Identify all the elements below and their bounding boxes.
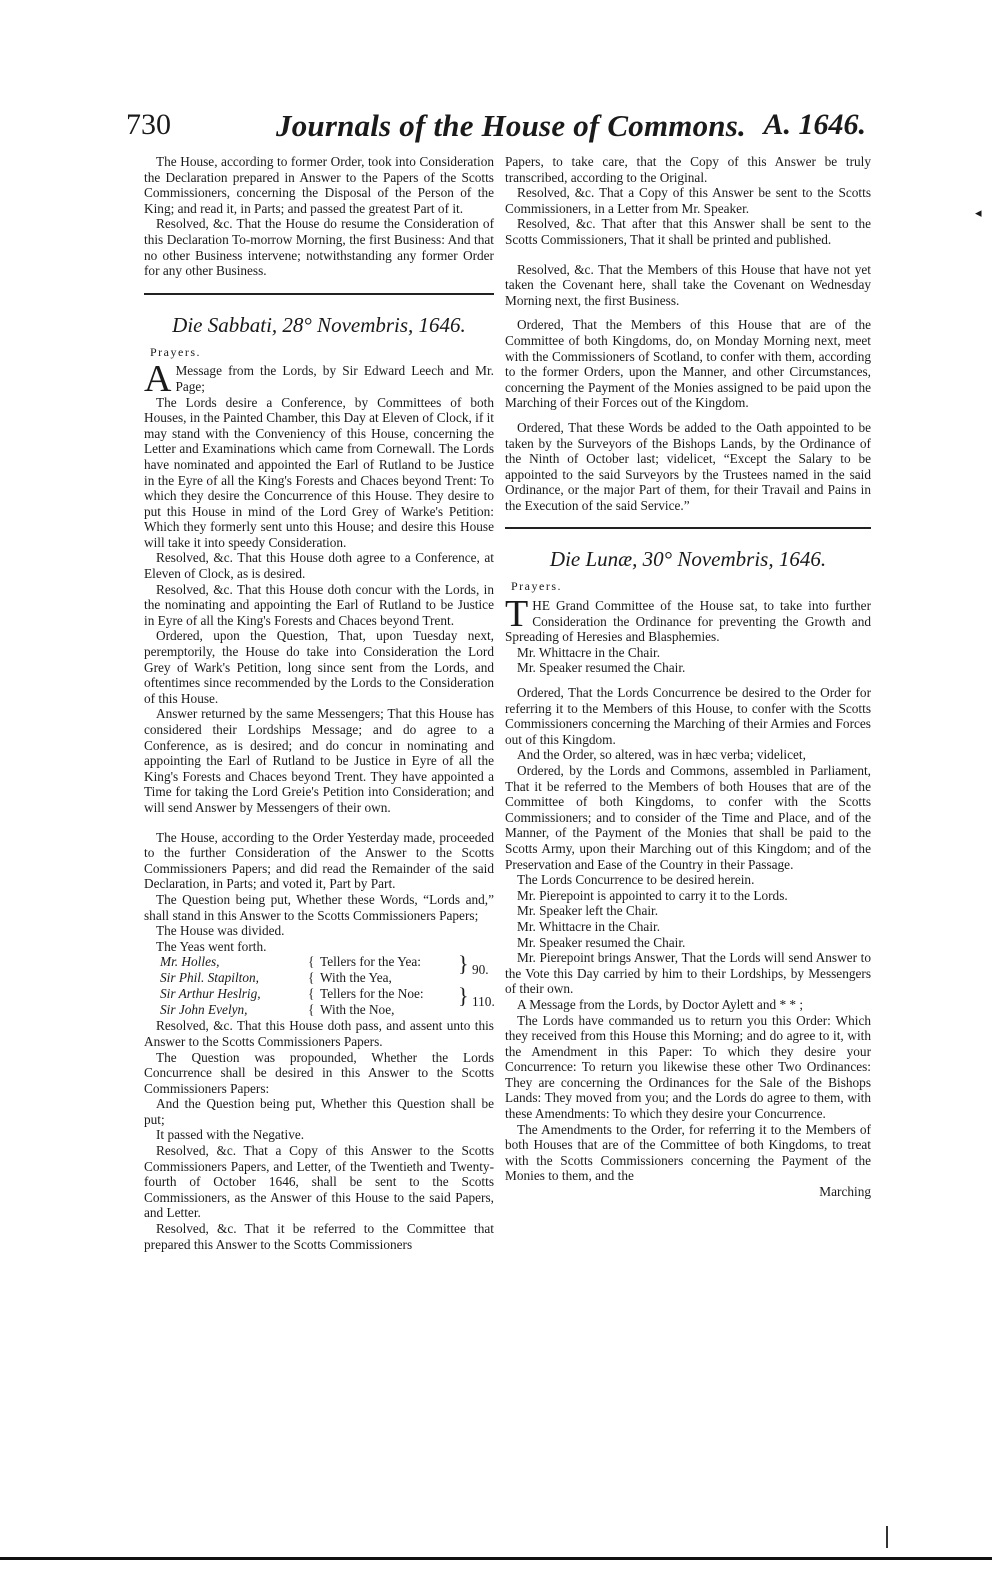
- left-column: [144, 154, 494, 1252]
- paragraph: The Question being put, Whether these Words, “Lords and,” shall stand in this Answer to the Scotts Commissioners Papers;: [144, 891, 494, 923]
- teller-name: Mr. Holles,: [160, 954, 220, 970]
- paragraph: The Lords desire a Conference, by Committees of both Houses, in the Painted Chamber, this Day at Eleven of Clock, if it may stand with the Conveniency of this House, concerning the Letter and Examinations which came from Cornewall. The Lords have nominated and appointed the Earl of Rutland to be Justice in the Eyre of all the King's Forests and Chaces beyond Trent: To which they desire the Concurrence of this House. They desire to put this House in mind of the Lord Grey of Warke's Petition: Which they formerly sent unto this House; and desire this House will take it into speedy Consideration.: [144, 394, 494, 550]
- paragraph: Ordered, That these Words be added to the Oath appointed to be taken by the Surveyors of the Bishops Lands, by the Ordinance of the Ninth of October last; videlicet, “Except the Salary to be appointed to the said Surveyors by the Trustees named in the said Ordinance, or the major Part of them, for their Travail and Pains in the Execution of the said Service.”: [505, 419, 871, 513]
- teller-role: With the Yea,: [320, 970, 392, 986]
- paragraph: Ordered, That the Lords Concurrence be desired to the Order for referring it to the Members of this House, to confer with the Scotts Commissioners concerning the Marching of their Armies and Forces out of this Kingdom.: [505, 685, 871, 747]
- date-heading: Die Lunæ, 30° Novembris, 1646.: [549, 547, 827, 572]
- paragraph: Resolved, &c. That this House doth agree to a Conference, at Eleven of Clock, as is desired.: [144, 550, 494, 582]
- paragraph: Mr. Whittacre in the Chair.: [517, 918, 661, 934]
- paragraph: Answer returned by the same Messengers; That this House has considered their Lordships Message; and do agree to a Conference, as is desired; and do concur in nominating and appointing the Earl of Rutland to be Justice in Eyre of all the King's Forests and Chaces beyond Trent. They have appointed a Time for taking the Lord Greie's Petition into Consideration; and will send Answer by Messengers of their own.: [144, 706, 494, 815]
- paragraph: Resolved, &c. That this House doth pass, and assent unto this Answer to the Scotts Commissioners Papers.: [144, 1018, 494, 1049]
- paragraph: Resolved, &c. That the Members of this House that have not yet taken the Covenant here, shall take the Covenant on Wednesday Morning next, the first Business.: [505, 261, 871, 308]
- page-number: 730: [126, 108, 171, 141]
- margin-arrow-icon: ◂: [975, 205, 982, 220]
- page-bottom-edge: [0, 1557, 992, 1560]
- grand-committee-paragraph: [505, 593, 871, 645]
- message-text: Message from the Lords, by Sir Edward Leech and Mr. Page;: [175, 363, 494, 394]
- prayers-label: Prayers.: [511, 579, 562, 594]
- paragraph: The House was divided.: [156, 923, 285, 939]
- paragraph: Resolved, &c. That this House doth concur with the Lords, in the nominating and appointing the Earl of Rutland to be Justice in Eyre of all the King's Forests and Chaces beyond Trent.: [144, 581, 494, 628]
- spacer: [505, 308, 871, 317]
- spacer: [144, 816, 494, 830]
- paragraph: The Yeas went forth.: [156, 938, 267, 954]
- teller-name: Sir Phil. Stapilton,: [160, 970, 259, 986]
- running-year: A. 1646.: [763, 108, 866, 141]
- paragraph: Papers, to take care, that the Copy of this Answer be truly transcribed, according to the Original.: [505, 154, 871, 185]
- left-brace: {: [308, 986, 315, 1002]
- paragraph: The House, according to the Order Yesterday made, proceeded to the further Consideration of the Answer to the Scotts Commissioners Papers; and did read the Remainder of the said Declaration, in Parts; and voted it, Part by Part.: [144, 829, 494, 892]
- paragraph: Resolved, &c. That it be referred to the Committee that prepared this Answer to the Scotts Commissioners: [144, 1221, 494, 1252]
- paragraph: Resolved, &c. That a Copy of this Answer be sent to the Scotts Commissioners, in a Letter from Mr. Speaker.: [505, 185, 871, 216]
- paragraph: Resolved, &c. That after that this Answer shall be sent to the Scotts Commissioners, That it shall be printed and published.: [505, 216, 871, 247]
- teller-role: With the Noe,: [320, 1002, 395, 1018]
- drop-cap: A: [144, 358, 172, 401]
- prayers-label: Prayers.: [150, 344, 201, 359]
- left-brace: {: [308, 1002, 315, 1018]
- paragraph: Mr. Speaker left the Chair.: [517, 903, 659, 919]
- running-title: Journals of the House of Commons.: [276, 108, 746, 143]
- paragraph: Ordered, That the Members of this House that are of the Committee of both Kingdoms, do, on Monday Morning next, meet with the Commissioners of Scotland, to confer with them, according to the former Orders, upon the Manner, and other Circumstances, concerning the Payment of the Monies assigned to be paid upon the Marching of their Forces out of the Kingdom.: [505, 317, 871, 411]
- right-brace: }: [458, 983, 469, 1009]
- teller-role: Tellers for the Yea:: [320, 954, 421, 970]
- paragraph: The House, according to former Order, took into Consideration the Declaration prepared in Answer to the Papers of the Scotts Commissioners, concerning the Disposal of the Person of the King; and read it, in Parts; and passed the greatest Part of it.: [144, 154, 494, 216]
- drop-cap: T: [505, 593, 529, 636]
- teller-name: Sir John Evelyn,: [160, 1002, 248, 1018]
- paragraph: And the Order, so altered, was in hæc verba; videlicet,: [517, 747, 806, 763]
- noe-count: 110.: [472, 994, 495, 1010]
- paragraph: Mr. Whittacre in the Chair.: [517, 644, 661, 660]
- spacer: [505, 676, 871, 685]
- grand-committee-text: HE Grand Committee of the House sat, to take into further Consideration the Ordinance for preventing the Growth and Spreading of Heresies and Blasphemies.: [505, 598, 871, 645]
- paragraph: Ordered, by the Lords and Commons, assembled in Parliament, That it be referred to the Members of both Houses that are of the Committee of both Kingdoms, to confer with the Scotts Commissioners; and to consider of the Time and Place, and of the Manner, of the Payment of the Monies that shall be paid to the Scotts Army, upon their Marching out of this Kingdom; and of the Preservation and Ease of the Country in their Passage.: [505, 763, 871, 872]
- teller-role: Tellers for the Noe:: [320, 986, 424, 1002]
- left-brace: {: [308, 970, 315, 986]
- paragraph: Mr. Speaker resumed the Chair.: [517, 660, 686, 676]
- paragraph: Mr. Pierepoint brings Answer, That the Lords will send Answer to the Vote this Day carried by him to their Lordships, by Messengers of their own.: [505, 950, 871, 997]
- paragraph: Mr. Speaker resumed the Chair.: [517, 934, 686, 950]
- teller-row: [160, 1002, 490, 1018]
- tellers-block: [160, 951, 495, 1018]
- yea-count: 90.: [472, 962, 489, 978]
- right-column: [505, 154, 871, 1200]
- paragraph: The Question was propounded, Whether the Lords Concurrence shall be desired in this Answer to the Scotts Commissioners Papers:: [144, 1049, 494, 1096]
- date-heading: Die Sabbati, 28° Novembris, 1646.: [172, 312, 466, 337]
- paragraph: And the Question being put, Whether this Question shall be put;: [144, 1096, 494, 1127]
- teller-row: [160, 951, 490, 977]
- teller-row: [160, 970, 490, 986]
- paragraph: Resolved, &c. That the House do resume the Consideration of this Declaration To-morrow Morning, the first Business: And that no other Business intervene; notwithstanding any former Order for any other Business.: [144, 216, 494, 279]
- paragraph: It passed with the Negative.: [156, 1127, 305, 1143]
- page-header: [126, 104, 866, 150]
- section-divider: [144, 293, 494, 295]
- catchword: Marching: [819, 1184, 871, 1200]
- paragraph: The Amendments to the Order, for referring it to the Members of both Houses that are of the Committee of both Kingdoms, to treat with the Scotts Commissioners concerning the Payment of the Monies to them, and the: [505, 1121, 871, 1184]
- paragraph: Ordered, upon the Question, That, upon Tuesday next, peremptorily, the House do take into Consideration the Lord Grey of Wark's Petition, long since sent from the Lords, and oftentimes since recommended by the Lords to the Consideration of this House.: [144, 628, 494, 706]
- paragraph: The Lords Concurrence to be desired herein.: [517, 872, 755, 888]
- margin-mark: [886, 1526, 888, 1548]
- spacer: [505, 248, 871, 262]
- paragraph: Resolved, &c. That a Copy of this Answer to the Scotts Commissioners Papers, and Letter, of the Twentieth and Twenty-fourth of October 1646, shall be sent to the Scotts Commissioners, as the Answer of this House to the said Papers, and Letter.: [144, 1143, 494, 1221]
- message-paragraph: [144, 358, 494, 401]
- spacer: [505, 411, 871, 420]
- paragraph: The Lords have commanded us to return you this Order: Which they received from this House this Morning; and do agree to it, with the Amendment in this Paper: To which they desire your Concurrence: To return you likewise these other Two Ordinances: They are concerning the Ordinances for the Sale of the Bishops Lands: They moved from you; and the Lords do agree to them, with these Amendments: To which they desire your Concurrence.: [505, 1012, 871, 1122]
- left-brace: {: [308, 954, 315, 970]
- paragraph: A Message from the Lords, by Doctor Aylett and * * ;: [517, 996, 804, 1012]
- right-brace: }: [458, 951, 469, 977]
- teller-name: Sir Arthur Heslrig,: [160, 986, 261, 1002]
- section-divider: [505, 527, 871, 529]
- paragraph: Mr. Pierepoint is appointed to carry it to the Lords.: [517, 887, 788, 903]
